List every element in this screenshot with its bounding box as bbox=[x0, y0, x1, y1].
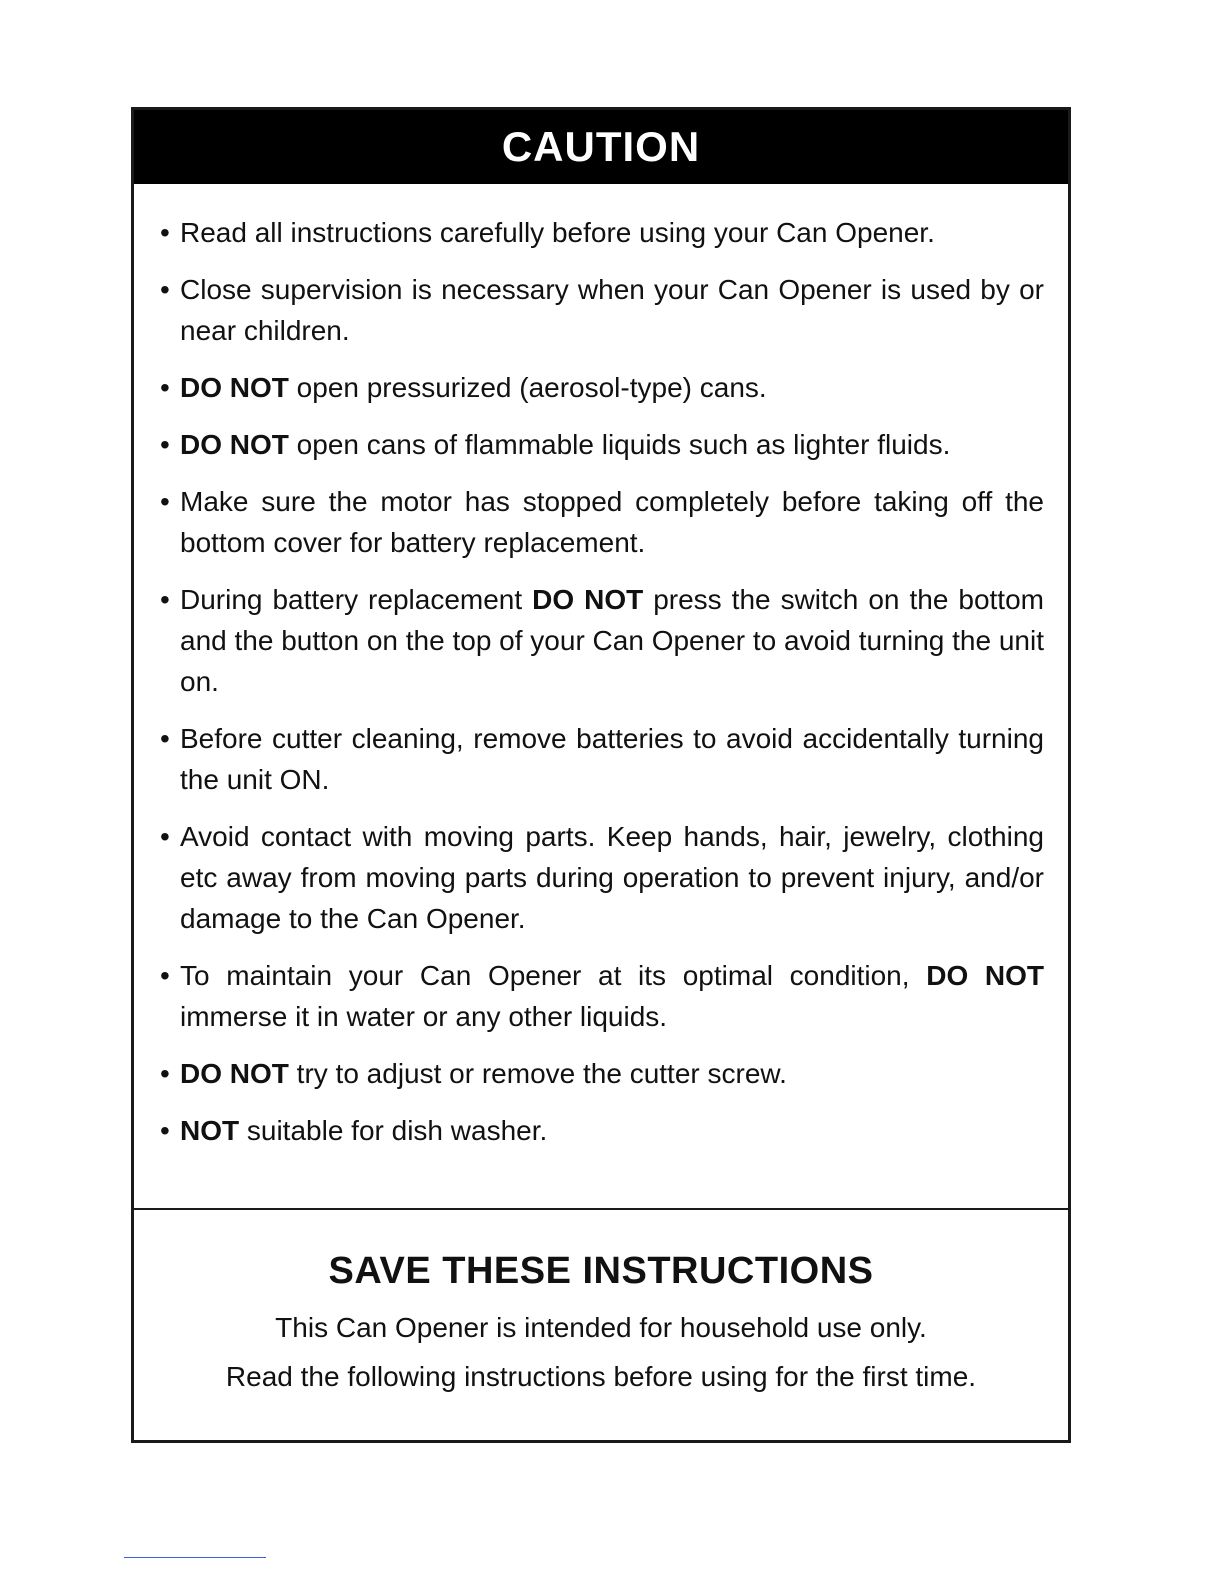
bullet-icon: • bbox=[160, 960, 170, 991]
caution-item bbox=[160, 1110, 1044, 1151]
item-text-bold: DO NOT bbox=[180, 1058, 289, 1089]
item-text-post: open pressurized (aerosol-type) cans. bbox=[288, 372, 767, 403]
item-text-pre: To maintain your Can Opener at its optimal condition, bbox=[180, 960, 927, 991]
item-text-post: try to adjust or remove the cutter screw. bbox=[288, 1058, 787, 1089]
caution-item bbox=[160, 1053, 1044, 1094]
item-text-post: Close supervision is necessary when your Can Opener is used by or near children. bbox=[180, 274, 1044, 346]
caution-item bbox=[160, 269, 1044, 351]
section-divider bbox=[134, 1208, 1068, 1210]
read-instructions-note: Read the following instructions before using for the first time. bbox=[225, 1361, 977, 1392]
caution-list bbox=[134, 184, 1068, 1151]
bullet-icon: • bbox=[160, 274, 170, 305]
caution-item bbox=[160, 579, 1044, 702]
item-text-post: Read all instructions carefully before using your Can Opener. bbox=[180, 217, 935, 248]
caution-item bbox=[160, 424, 1044, 465]
save-instructions-section bbox=[134, 1250, 1068, 1401]
caution-item bbox=[160, 816, 1044, 939]
bullet-icon: • bbox=[160, 821, 170, 852]
bullet-icon: • bbox=[160, 1115, 170, 1146]
caution-item bbox=[160, 481, 1044, 563]
bullet-icon: • bbox=[160, 723, 170, 754]
item-text-bold: DO NOT bbox=[180, 429, 289, 460]
caution-title: CAUTION bbox=[501, 123, 701, 170]
bullet-icon: • bbox=[160, 372, 170, 403]
item-text-post: Make sure the motor has stopped completely before taking off the bottom cover for battery replacement. bbox=[180, 486, 1044, 558]
bullet-icon: • bbox=[160, 217, 170, 248]
bullet-icon: • bbox=[160, 429, 170, 460]
item-text-post: press the switch on the bottom and the button on the top of your Can Opener to avoid turning the unit on. bbox=[180, 584, 1044, 697]
item-text-post: Before cutter cleaning, remove batteries to avoid accidentally turning the unit ON. bbox=[180, 723, 1044, 795]
caution-item bbox=[160, 212, 1044, 253]
caution-item bbox=[160, 367, 1044, 408]
item-text-bold: NOT bbox=[180, 1115, 240, 1146]
bullet-icon: • bbox=[160, 486, 170, 517]
caution-item bbox=[160, 955, 1044, 1037]
item-text-bold: DO NOT bbox=[532, 584, 644, 615]
footer-underline bbox=[124, 1557, 266, 1558]
item-text-post: Avoid contact with moving parts. Keep hands, hair, jewelry, clothing etc away from moving parts during operation to prevent injury, and/or damage to the Can Opener. bbox=[180, 821, 1044, 934]
item-text-bold: DO NOT bbox=[180, 372, 289, 403]
bullet-icon: • bbox=[160, 1058, 170, 1089]
caution-box bbox=[131, 107, 1071, 1443]
item-text-post: open cans of flammable liquids such as lighter fluids. bbox=[288, 429, 951, 460]
item-text-pre: During battery replacement bbox=[180, 584, 533, 615]
save-instructions-title: SAVE THESE INSTRUCTIONS bbox=[328, 1250, 874, 1292]
bullet-icon: • bbox=[160, 584, 170, 615]
item-text-post: immerse it in water or any other liquids. bbox=[180, 1001, 668, 1032]
item-text-post: suitable for dish washer. bbox=[239, 1115, 548, 1146]
caution-header bbox=[134, 110, 1068, 184]
item-text-bold: DO NOT bbox=[926, 960, 1044, 991]
caution-item bbox=[160, 718, 1044, 800]
household-use-note: This Can Opener is intended for household use only. bbox=[275, 1312, 927, 1343]
